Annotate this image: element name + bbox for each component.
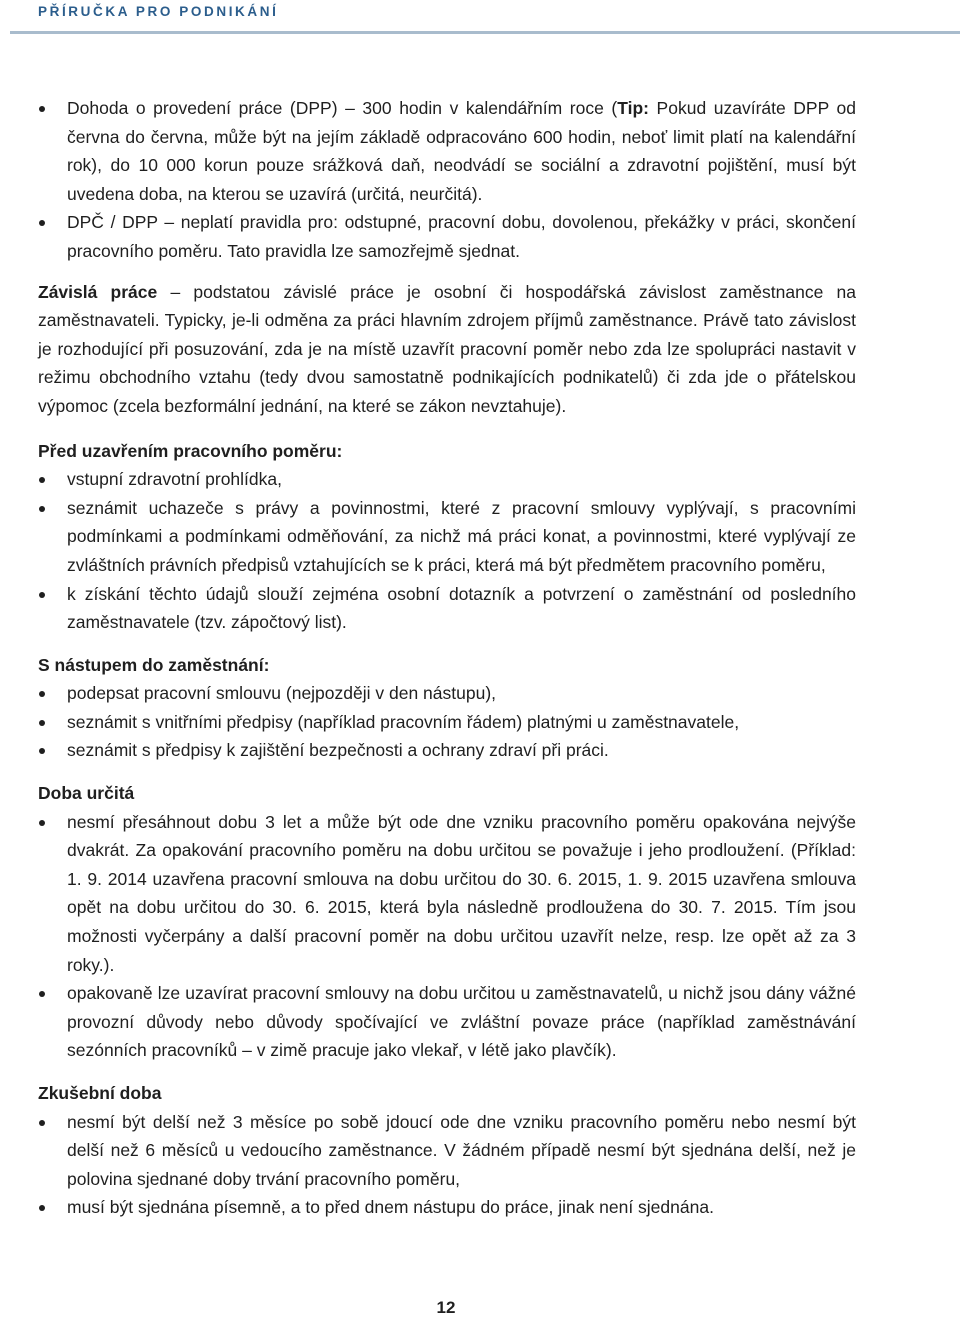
list-item: seznámit uchazeče s právy a povinnostmi, které z pracovní smlouvy vyplývají, s pracovními podmínkami a podmínkami odměňování, za nichž má práci konat, a povinnostmi, které vyplývají ze zvláštních právních předpisů vztahujících se k práci, která má být předmětem pracovního poměru, [38,494,856,580]
section-list [38,1108,856,1222]
section-list [38,465,856,637]
list-item: seznámit s vnitřními předpisy (například pracovním řádem) platnými u zaměstnavatele, [38,708,856,737]
section-heading: S nástupem do zaměstnání: [38,654,270,675]
list-item: DPČ / DPP – neplatí pravidla pro: odstupné, pracovní dobu, dovolenou, překážky v práci, skončení pracovního poměru. Tato pravidla lze samozřejmě sjednat. [38,208,856,265]
list-item: podepsat pracovní smlouvu (nejpozději v den nástupu), [38,679,856,708]
list-item: nesmí přesáhnout dobu 3 let a může být ode dne vzniku pracovního poměru opakována nejvýše dvakrát. Za opakování pracovního poměru na dobu určitou se považuje i jeho prodloužení. (Příklad: 1. 9. 2014 uzavřena pracovní smlouva na dobu určitou do 30. 6. 2015, 1. 9. 2015 uzavřena smlouva opět na dobu určitou do 30. 6. 2015, která byla následně prodloužena do 30. 7. 2015. Tím jsou možnosti vyčerpány a další pracovní poměr na dobu určitou uzavřít nelze, resp. lze opět až za 3 roky.). [38,808,856,980]
bullet-icon [39,1205,45,1211]
list-item: opakovaně lze uzavírat pracovní smlouvy na dobu určitou u zaměstnavatelů, u nichž jsou dány vážné provozní důvody nebo důvody spočívající ve zvláštní povaze práce (například zaměstnávání sezónních pracovníků – v zimě pracuje jako vlekař, v létě jako plavčík). [38,979,856,1065]
list-item: nesmí být delší než 3 měsíce po sobě jdoucí ode dne vzniku pracovního poměru nebo nesmí být delší než 6 měsíců u vedoucího zaměstnance. V žádném případě nesmí být sjednána delší, než je polovina sjednané doby trvání pracovního poměru, [38,1108,856,1194]
running-header: PŘÍRUČKA PRO PODNIKÁNÍ [38,4,279,19]
bullet-icon [39,506,45,512]
list-item: Dohoda o provedení práce (DPP) – 300 hodin v kalendářním roce (Tip: Pokud uzavíráte DPP od června do června, může být na jejím základě odpracováno 600 hodin, neboť limit platí na kalendářní rok), do 10 000 korun pouze srážková daň, neodvádí se sociální a zdravotní pojištění, musí být uvedena doba, na kterou se uzavírá (určitá, neurčitá). [38,94,856,208]
section-heading: Zkušební doba [38,1083,162,1103]
header-rule [10,31,960,34]
bullet-icon [39,1120,45,1126]
intro-list [38,94,856,266]
page-content [38,94,856,1222]
list-item: vstupní zdravotní prohlídka, [38,465,856,494]
section-list [38,679,856,765]
bullet-icon [39,720,45,726]
bullet-icon [39,691,45,697]
bullet-icon [39,820,45,826]
list-item: seznámit s předpisy k zajištění bezpečnosti a ochrany zdraví při práci. [38,736,856,765]
page-number: 12 [436,1298,456,1317]
bullet-icon [39,592,45,598]
bullet-icon [39,477,45,483]
bullet-icon [39,991,45,997]
dependent-work-paragraph: Závislá práce – podstatou závislé práce je osobní či hospodářská závislost zaměstnance na zaměstnavateli. Typicky, je-li odměna za práci hlavním zdrojem příjmů zaměstnance. Právě tato závislost je rozhodující při posuzování, zda je na místě uzavřít pracovní poměr nebo zda lze spolupráci nastavit v režimu obchodního vztahu (tedy dvou samostatně podnikajících podnikatelů) či zda jde o přátelskou výpomoc (zcela bezformální jednání, na které se zákon nevztahuje). [38,281,857,416]
list-item: k získání těchto údajů slouží zejména osobní dotazník a potvrzení o zaměstnání od posledního zaměstnavatele (tzv. zápočtový list). [38,580,856,637]
bullet-icon [39,106,45,112]
section-heading: Doba určitá [38,783,135,804]
bullet-icon [39,748,45,754]
section-list [38,808,856,1065]
bullet-icon [39,220,45,226]
list-item: musí být sjednána písemně, a to před dnem nástupu do práce, jinak není sjednána. [38,1193,856,1222]
section-heading: Před uzavřením pracovního poměru: [38,440,343,461]
term-dependent-work: Závislá práce [38,281,158,302]
